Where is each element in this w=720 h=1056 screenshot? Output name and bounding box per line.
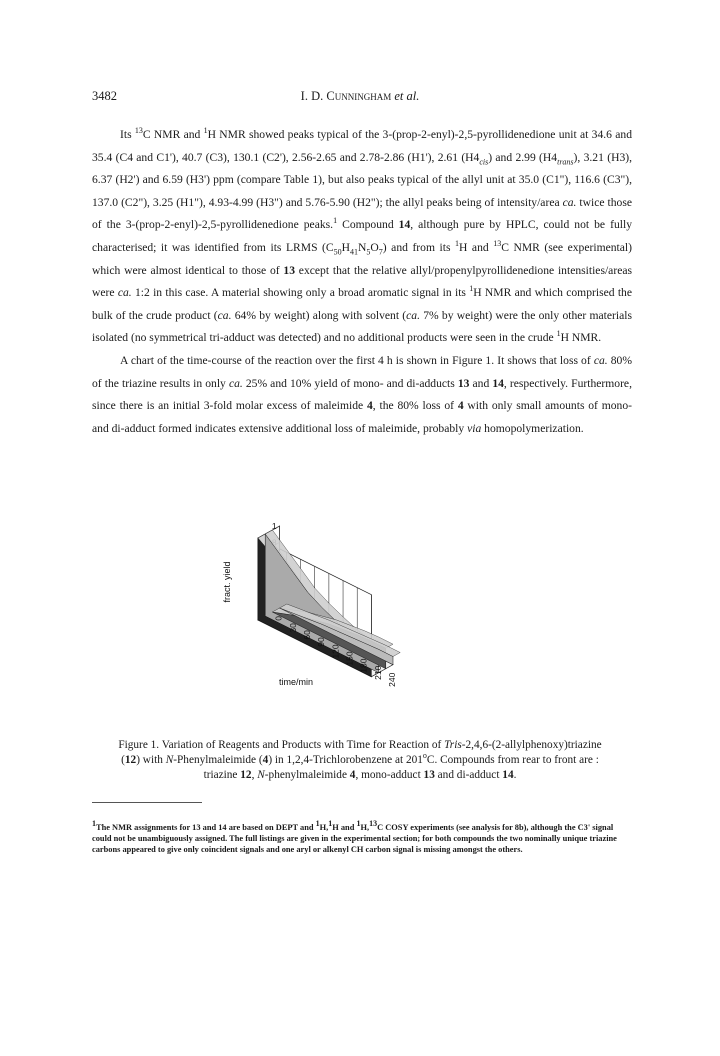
x-tick-label: 30 xyxy=(287,623,298,633)
paragraph-2: A chart of the time-course of the reaction over the first 4 h is shown in Figure 1. It shows that loss of ca. 80% of the triazine results in only ca. 25% and 10% yield of mono- and di-adducts 13 and 14, respectively. Furthermore, since there is an initial 3-fold molar excess of maleimide 4, the 80% loss of 4 with only small amounts of mono- and di-adduct formed indicates extensive additional loss of maleimide, probably via homopolymerization. xyxy=(92,353,632,435)
figure-1-chart xyxy=(218,520,418,710)
x-tick-label: 150 xyxy=(344,651,355,666)
footnote-rule xyxy=(92,802,202,803)
x-tick-label: 210 xyxy=(372,665,383,680)
x-tick-label: 0 xyxy=(273,616,284,621)
y-axis-title: fract. yield xyxy=(222,561,232,603)
author-surname: Cunningham xyxy=(326,89,392,103)
x-tick-label: 180 xyxy=(358,658,369,673)
running-header xyxy=(0,89,720,104)
et-al: et al. xyxy=(391,89,420,103)
x-tick-label: 240 xyxy=(387,672,397,687)
x-axis-title: time/min xyxy=(278,677,314,687)
author-initials: I. D. xyxy=(300,89,327,103)
paragraph-1: Its $^{13}$C NMR and $^1$H NMR showed peaks typical of the 3-(prop-2-enyl)-2,5-pyrollidenedione unit at 34.6 and 35.4 (C4 and C1'), 40.7 (C3), 130.1 (C2'), 2.56-2.65 and 2.78-2.86 (H1'), 2.61 $(H4_{cis})$ and 2.99 $(H4_{trans})$, 3.21 (H3), 6.37 (H2') and 6.59 (H3') ppm (compare Table 1), but also peaks typical of the allyl unit at 35.0 (C1"), 116.6 (C3"), 137.0 (C2"), 3.25 (H1"), 4.93-4.99 (H3") and 5.76-5.90 (H2"); the allyl peaks being of intensity/area ca. twice those of the 3-(prop-2-enyl)-2,5-pyrollidenedione peaks.$^1$ Compound 14, although pure by HPLC, could not be fully characterised; it was identified from its LRMS $(C_{50}H_{41}N_5O_7)$ and from its $^1$H and $^{13}$C NMR (see experimental) which were almost identical to those of 13 except that the relative allyl/propenylpyrollidenedione intensities/areas were ca. 1:2 in this case. A material showing only a broad aromatic signal in its $^1$H NMR and which comprised the bulk of the crude product (ca. 64% by weight) along with solvent (ca. 7% by weight) were the only other materials isolated (no symmetrical tri-adduct was detected) and no additional products were seen in the crude $^1$H NMR. xyxy=(92,126,632,345)
x-tick-label: 60 xyxy=(301,630,312,640)
x-tick-label: 90 xyxy=(316,637,327,647)
page-number: 3482 xyxy=(92,89,117,103)
footnote: $^1$The NMR assignments for 13 and 14 are based on DEPT and $^1$H,$^1$H and $^1$H,$^{13}$C COSY experiments (see analysis for 8b), although the C3' signal could not be unambiguously assigned. The full listings are given in the experimental section; for both compounds the two nominally unique triazine carbons appeared to give only coincident signals and one aryl or alkenyl CH carbon signal is missing amongst the others. xyxy=(92,819,617,854)
x-tick-label: 120 xyxy=(330,644,341,659)
body-text xyxy=(92,124,632,440)
y-tick-label: 1 xyxy=(271,521,277,531)
figure-caption: Figure 1. Variation of Reagents and Products with Time for Reaction of Tris-2,4,6-(2-allylphenoxy)triazine (12) with N-Phenylmaleimide (4) in 1,2,4-Trichlorobenzene at 201$^o$C. Compounds from rear to front are : triazine 12, N-phenylmaleimide 4, mono-adduct 13 and di-adduct 14. xyxy=(118,739,602,781)
